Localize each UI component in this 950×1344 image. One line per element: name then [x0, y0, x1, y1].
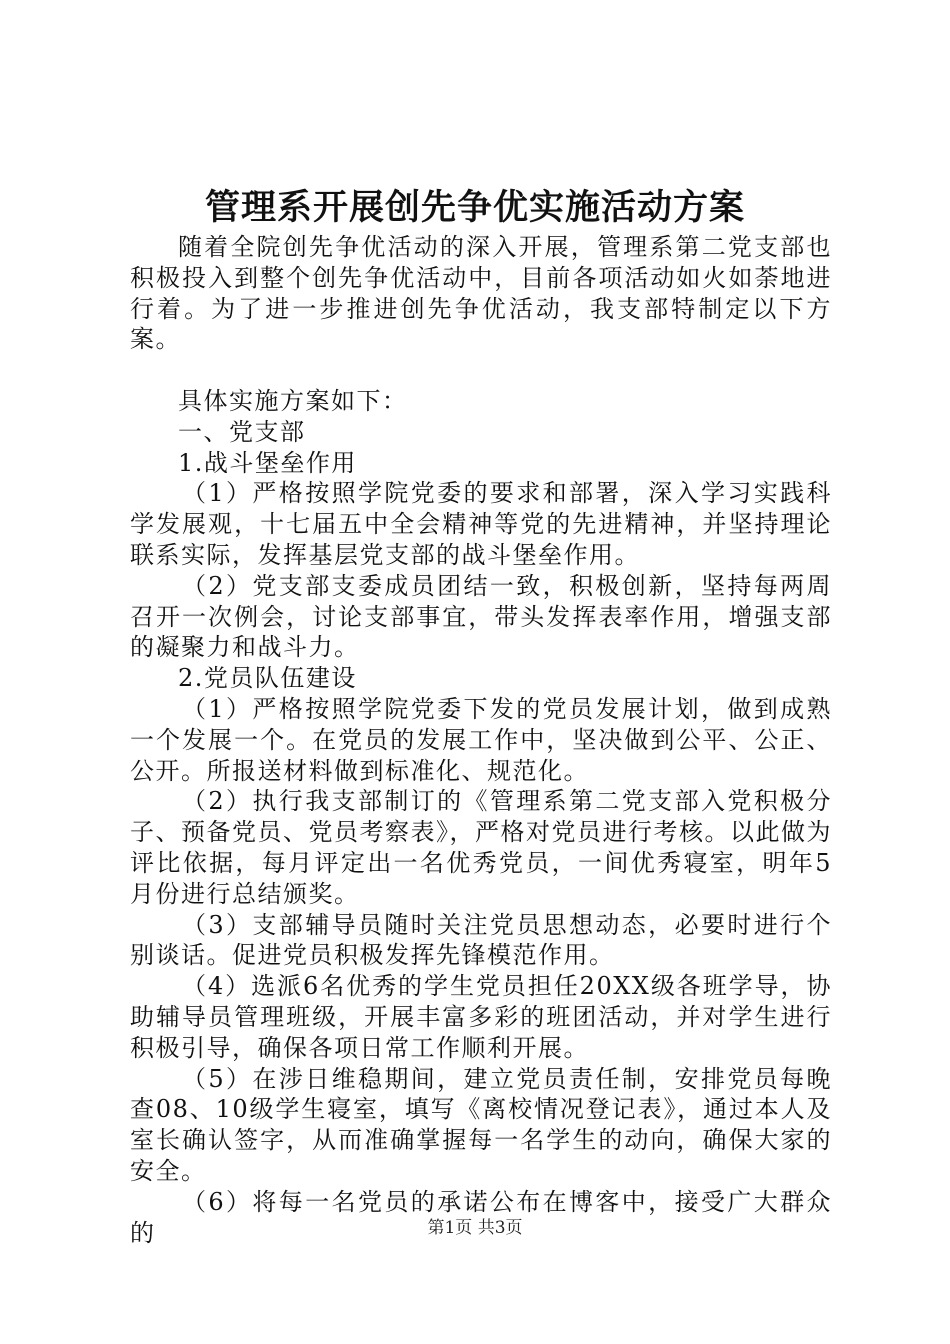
item-paragraph-2-1: （1）严格按照学院党委下发的党员发展计划，做到成熟一个发展一个。在党员的发展工作中，坚决做到公平、公正、公开。所报送材料做到标准化、规范化。	[130, 694, 832, 785]
section-heading-party-branch: 一、党支部	[178, 417, 306, 446]
subsection-heading-fortress: 1.战斗堡垒作用	[178, 448, 357, 477]
item-paragraph-2-5: （5）在涉日维稳期间，建立党员责任制，安排党员每晚查08、10级学生寝室，填写《离校情况登记表》，通过本人及室长确认签字，从而准确掌握每一名学生的动向，确保大家的安全。	[130, 1064, 832, 1185]
item-paragraph-1-2: （2）党支部支委成员团结一致，积极创新，坚持每两周召开一次例会，讨论支部事宜，带头发挥表率作用，增强支部的凝聚力和战斗力。	[130, 571, 832, 662]
document-body	[130, 232, 832, 1248]
item-paragraph-1-1: （1）严格按照学院党委的要求和部署，深入学习实践科学发展观，十七届五中全会精神等党的先进精神，并坚持理论联系实际，发挥基层党支部的战斗堡垒作用。	[130, 479, 832, 569]
plan-intro-line: 具体实施方案如下：	[178, 386, 408, 415]
intro-paragraph: 随着全院创先争优活动的深入开展，管理系第二党支部也积极投入到整个创先争优活动中，目前各项活动如火如荼地进行着。为了进一步推进创先争优活动，我支部特制定以下方案。	[130, 233, 832, 354]
item-paragraph-2-4: （4）选派6名优秀的学生党员担任20XX级各班学导，协助辅导员管理班级，开展丰富多彩的班团活动，并对学生进行积极引导，确保各项日常工作顺利开展。	[130, 972, 832, 1062]
item-paragraph-2-2: （2）执行我支部制订的《管理系第二党支部入党积极分子、预备党员、党员考察表》，严格对党员进行考核。以此做为评比依据，每月评定出一名优秀党员，一间优秀寝室，明年5月份进行总结颁奖。	[130, 787, 832, 908]
item-paragraph-2-6: （6）将每一名党员的承诺公布在博客中，接受广大群众的	[130, 1187, 832, 1247]
paragraph-spacer	[130, 355, 832, 386]
document-title: 管理系开展创先争优实施活动方案	[204, 187, 745, 228]
subsection-heading-team-building: 2.党员队伍建设	[178, 664, 357, 693]
item-paragraph-2-3: （3）支部辅导员随时关注党员思想动态，必要时进行个别谈话。促进党员积极发挥先锋模范作用。	[130, 910, 832, 970]
page-number-footer: 第1页 共3页	[427, 1218, 523, 1238]
